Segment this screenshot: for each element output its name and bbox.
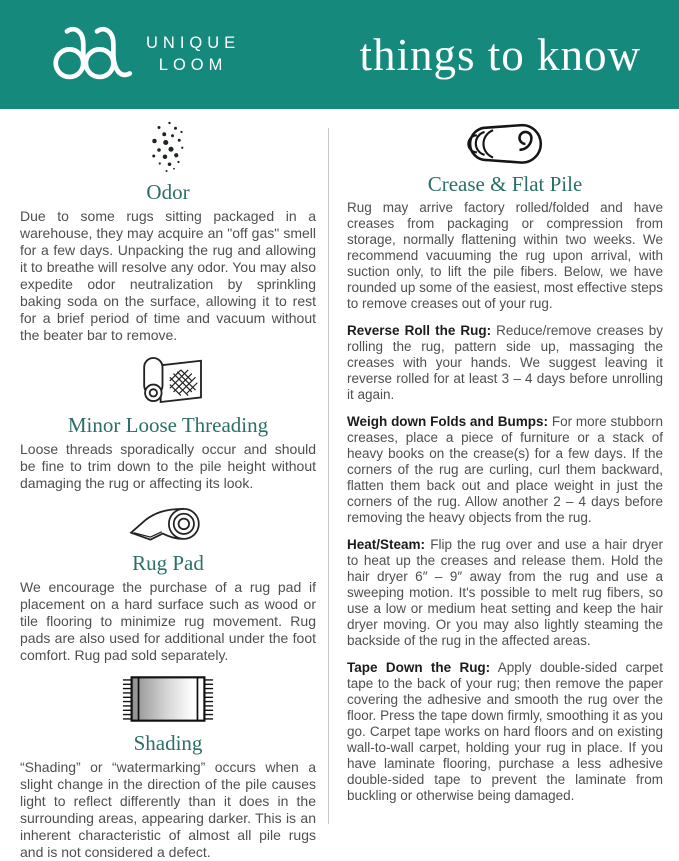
header-banner xyxy=(0,0,679,109)
section-title-rug-pad: Rug Pad xyxy=(132,551,204,575)
section-title-shading: Shading xyxy=(133,731,203,755)
brand-line1: UNIQUE xyxy=(146,34,241,53)
rolled-rug-crosshatch-icon xyxy=(20,353,316,412)
content-columns xyxy=(0,109,679,860)
brand-block xyxy=(48,20,240,89)
section-body-shading: “Shading” or “watermarking” occurs when a slight change in the direction of the pile causes light to reflect differently than it does in the surrounding areas, appearing darker. This is an inherent characteristic of almost all pile rugs and is not considered a defect. xyxy=(20,759,316,860)
tip-body-weigh-down: For more stubborn creases, place a piece of furniture or a stack of heavy books on the crease(s) for a few days. If the corners of the rug are curling, curl them backward, flatten them back out and place weight in just the corners of the rug. Allow another 2 – 4 days before removing the heavy objects from the rug. xyxy=(347,414,663,525)
shaded-rug-fringe-icon xyxy=(20,673,316,730)
section-title-threading: Minor Loose Threading xyxy=(67,413,269,437)
section-shading xyxy=(20,673,316,861)
tip-tape-down xyxy=(347,660,663,804)
rug-pad-roll-icon xyxy=(20,501,316,550)
section-loose-threading xyxy=(20,353,316,492)
section-title-odor: Odor xyxy=(146,180,190,204)
tip-body-heat-steam: Flip the rug over and use a hair dryer to heat up the creases and release them. Hold the hair dryer 6″ – 9″ away from the rug and use a sweeping motion. It's possible to melt rug fibers, so use a low or medium heat setting and keep the hair dryer moving. Or you may also lightly steaming the backside of the rug in the affected areas. xyxy=(347,537,663,648)
tip-label-weigh-down: Weigh down Folds and Bumps: xyxy=(347,414,548,429)
page-title: things to know xyxy=(359,29,641,80)
tip-label-heat-steam: Heat/Steam: xyxy=(347,537,426,552)
tip-label-tape-down: Tape Down the Rug: xyxy=(347,660,491,675)
section-body-threading: Loose threads sporadically occur and should be fine to trim down to the pile height without damaging the rug or affecting its look. xyxy=(20,441,316,491)
section-body-odor: Due to some rugs sitting packaged in a warehouse, they may acquire an "off gas" smell for a few days. Unpacking the rug and allowing it to breathe will resolve any odor. You may also expedite odor neutralization by sprinkling baking soda on the surface, allowing it to rest for a brief period of time and vacuum without the beater bar to remove. xyxy=(20,208,316,343)
odor-dots-icon xyxy=(20,120,316,179)
tip-label-reverse-roll: Reverse Roll the Rug: xyxy=(347,323,492,338)
tip-heat-steam xyxy=(347,537,663,649)
section-odor xyxy=(20,120,316,344)
rolled-rug-end-spiral-icon xyxy=(347,120,663,171)
tip-body-reverse-roll: Reduce/remove creases by rolling the rug, pattern side up, massaging the creases with your hands. We suggest leaving it reverse rolled for at least 3 – 4 days before unrolling it again. xyxy=(347,323,663,402)
section-title-crease: Crease & Flat Pile xyxy=(427,172,583,196)
tip-reverse-roll xyxy=(347,323,663,403)
section-crease-flat-pile xyxy=(347,120,663,804)
section-intro-crease: Rug may arrive factory rolled/folded and have creases from packaging or compression from storage, normally flattening within two weeks. We recommend vacuuming the rug upon arrival, with suction only, to lift the pile fibers. Below, we have rounded up some of the easiest, most effective steps to remove creases out of your rug. xyxy=(347,200,663,311)
unique-loom-logo xyxy=(48,20,134,89)
brand-line2: LOOM xyxy=(158,55,228,74)
tip-weigh-down xyxy=(347,414,663,526)
section-body-rug-pad: We encourage the purchase of a rug pad if placement on a hard surface such as wood or tile flooring to minimize rug movement. Rug pads are also used for additional under the foot comfort. Rug pad sold separately. xyxy=(20,579,316,663)
tip-body-tape-down: Apply double-sided carpet tape to the back of your rug; then remove the paper covering the adhesive and smooth the rug over the floor. Press the tape down firmly, smoothing it as you go. Carpet tape works on hard floors and on existing wall-to-wall carpet, holding your rug in place. If you have laminate flooring, purchase a less adhesive double-sided tape to prevent the laminate from buckling or otherwise being damaged. xyxy=(347,660,663,803)
left-column xyxy=(0,120,328,860)
brand-name xyxy=(146,33,240,76)
right-column xyxy=(329,120,679,824)
section-rug-pad xyxy=(20,501,316,664)
